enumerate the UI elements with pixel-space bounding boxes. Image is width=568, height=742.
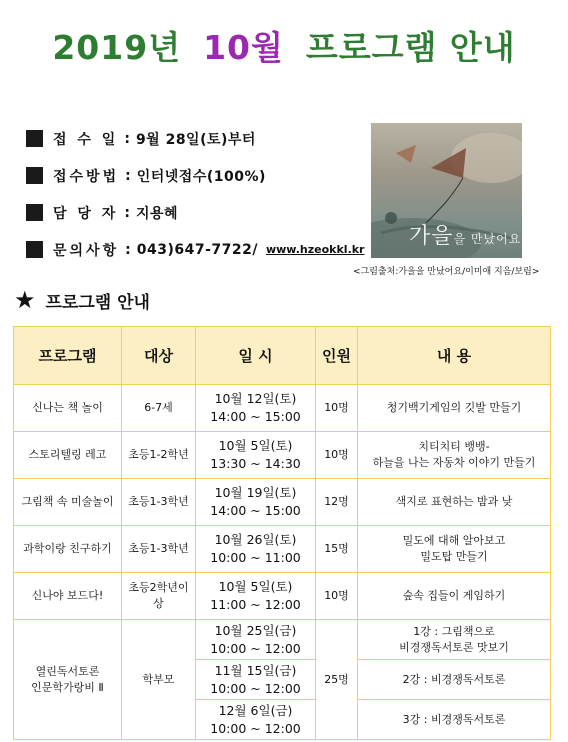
cell-target: 초등1-2학년 [122,432,196,479]
bullet-square-icon [26,167,43,184]
cell-content [358,573,551,620]
cell-time: 14:00 ~ 15:00 [210,503,301,518]
cell-program: 신나는 책 놀이 [14,385,122,432]
header-target: 대상 [122,327,196,385]
cell-people: 10명 [316,573,358,620]
cell-time: 10:00 ~ 11:00 [210,550,301,565]
info-separator: : [124,130,130,147]
book-title [409,219,521,250]
header-content: 내 용 [358,327,551,385]
info-label: 접수방법 [53,168,120,185]
book-title-rest: 을 만났어요 [453,232,522,246]
bullet-square-icon [26,130,43,147]
header-program: 프로그램 [14,327,122,385]
cell-content [358,660,551,700]
page-title [0,22,568,69]
info-value: 9월 28일(토)부터 [135,131,256,148]
cell-people: 25명 [316,620,358,740]
cell-target: 초등1-3학년 [122,526,196,573]
cell-target: 6-7세 [122,385,196,432]
content-line: 밀도탑 만들기 [420,550,488,563]
cell-content [358,526,551,573]
cell-datetime [196,385,316,432]
content-line: 색지로 표현하는 밤과 낮 [395,495,513,508]
cell-datetime [196,432,316,479]
cell-date: 10월 19일(토) [214,485,297,500]
cell-date: 10월 5일(토) [218,438,293,453]
title-year: 2019년 [52,28,182,67]
content-line: 비경쟁독서토론 맛보기 [399,640,509,654]
cell-people: 12명 [316,479,358,526]
cell-content [358,385,551,432]
info-separator: : [125,241,131,258]
table-row [14,385,551,432]
cell-time: 13:30 ~ 14:30 [210,456,301,471]
book-title-main: 가을 [409,224,454,249]
content-line: 치티치티 뱅뱅- [418,440,490,453]
section-title: 프로그램 안내 [45,292,150,313]
table-row [14,479,551,526]
cell-people: 10명 [316,385,358,432]
cell-date: 11월 15일(금) [214,662,297,678]
book-cover-image [371,123,522,258]
image-caption: <그림출처:가을을 만났어요/이미애 지음/보림> [353,267,540,277]
info-label: 문의사항 [53,242,120,259]
cell-date: 10월 25일(금) [214,622,297,638]
cell-program: 그림책 속 미술놀이 [14,479,122,526]
content-line: 3강 : 비경쟁독서토론 [402,712,506,726]
cell-date: 10월 12일(토) [214,391,297,406]
content-line: 숲속 집들이 게임하기 [402,589,506,602]
cell-time: 10:00 ~ 12:00 [210,640,301,656]
cell-time: 10:00 ~ 12:00 [210,720,301,736]
title-program: 프로그램 안내 [305,28,516,67]
program-line: 열린독서토론 [35,664,100,678]
info-row-manager [26,194,366,231]
bullet-square-icon [26,241,43,258]
info-row-date [26,120,366,157]
info-label: 접 수 일 [53,131,119,148]
cell-datetime [196,526,316,573]
info-value: 인터넷접수(100%) [136,168,266,185]
header-people: 인원 [316,327,358,385]
cell-people: 10명 [316,432,358,479]
cell-program: 신나야 보드다! [14,573,122,620]
content-line: 청기백기게임의 깃발 만들기 [386,401,522,414]
program-line: 인문학가랑비 Ⅱ [31,680,104,694]
title-month: 10월 [203,28,284,67]
cell-datetime [196,660,316,700]
content-line: 1강 : 그림책으로 [413,624,495,638]
content-line: 밀도에 대해 알아보고 [402,534,506,547]
cell-content [358,700,551,740]
cell-datetime [196,479,316,526]
info-label: 담 당 자 [53,205,119,222]
cell-target: 학부모 [122,620,196,740]
cell-date: 10월 26일(토) [214,532,297,547]
cell-people: 15명 [316,526,358,573]
star-icon: ★ [14,286,36,314]
website-link[interactable]: www.hzeokkl.kr [265,243,365,256]
bullet-square-icon [26,204,43,221]
content-line: 2강 : 비경쟁독서토론 [402,672,506,686]
info-separator: : [124,204,130,221]
table-row [14,432,551,479]
info-value: 지용혜 [135,205,179,222]
info-row-contact [26,231,366,268]
cell-program [14,620,122,740]
cell-time: 10:00 ~ 12:00 [210,680,301,696]
cell-date: 10월 5일(토) [218,579,293,594]
info-value: 043)647-7722/ [136,241,258,258]
cell-time: 11:00 ~ 12:00 [210,597,301,612]
section-heading [14,286,150,314]
cell-datetime [196,700,316,740]
cell-target: 초등1-3학년 [122,479,196,526]
content-line: 하늘을 나는 자동차 이야기 만들기 [372,456,536,469]
cell-datetime [196,573,316,620]
table-header-row [14,327,551,385]
program-table [13,326,551,740]
table-row [14,573,551,620]
table-row [14,526,551,573]
cell-content [358,620,551,660]
info-list [26,120,366,268]
info-row-method [26,157,366,194]
cell-datetime [196,620,316,660]
cell-program: 과학이랑 친구하기 [14,526,122,573]
cell-date: 12월 6일(금) [218,702,293,718]
cell-target: 초등2학년이상 [122,573,196,620]
info-separator: : [125,167,131,184]
cell-content [358,479,551,526]
cell-program: 스토리텔링 레고 [14,432,122,479]
cell-time: 14:00 ~ 15:00 [210,409,301,424]
table-row [14,620,551,660]
cell-content [358,432,551,479]
header-datetime: 일 시 [196,327,316,385]
